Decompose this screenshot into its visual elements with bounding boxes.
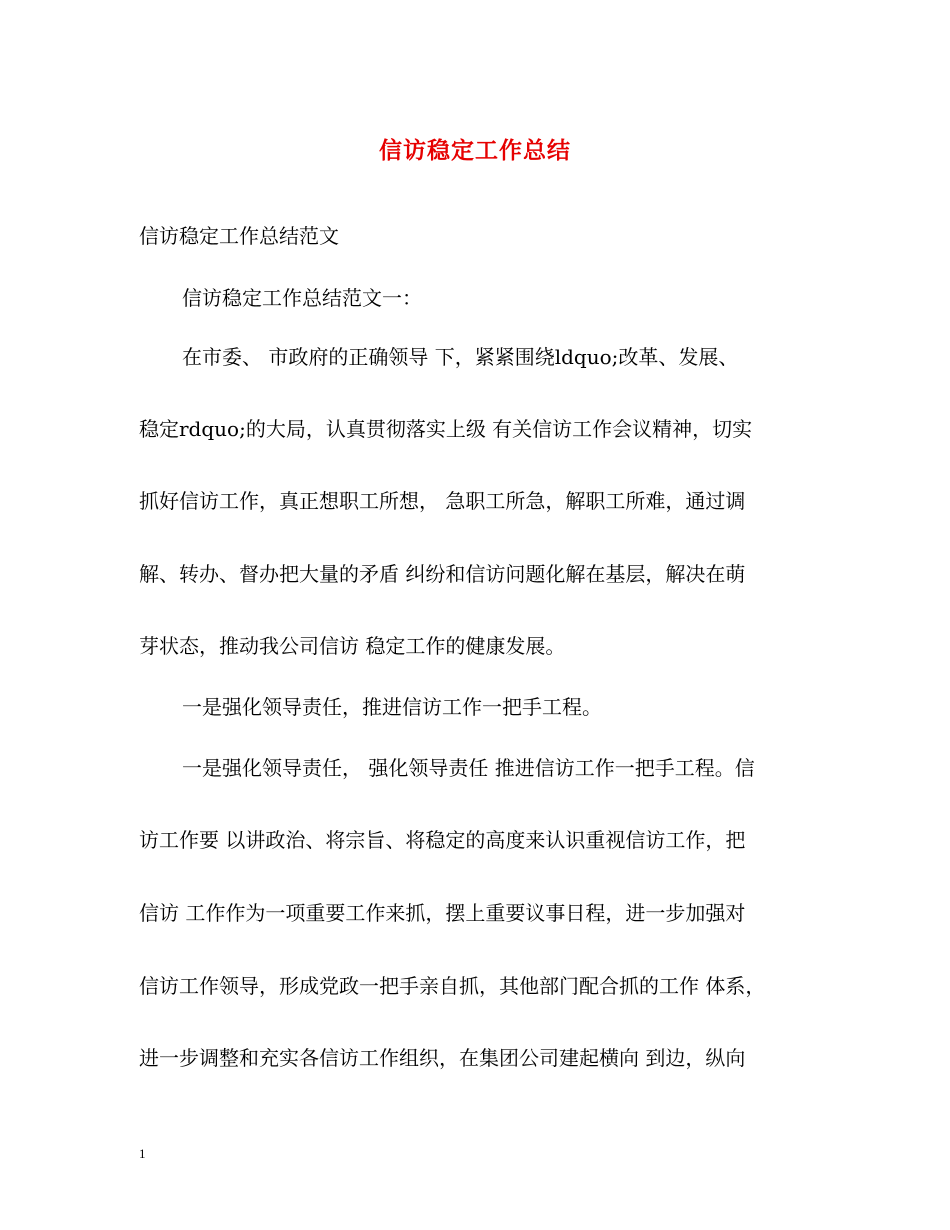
page-number: 1 [139,1146,146,1161]
paragraph-line: 芽状态，推动我公司信访 稳定工作的健康发展。 [139,634,566,658]
document-title: 信访稳定工作总结 [379,137,571,164]
paragraph-line: 在市委、 市政府的正确领导 下，紧紧围绕ldquo;改革、发展、 [182,345,739,369]
paragraph-line: 一是强化领导责任， 强化领导责任 推进信访工作一把手工程。信 [182,756,755,780]
paragraph-line: 信访 工作作为一项重要工作来抓，摆上重要议事日程，进一步加强对 [139,901,746,925]
paragraph-line: 抓好信访工作，真正想职工所想， 急职工所急，解职工所难，通过调 [139,489,746,513]
paragraph-line: 解、转办、督办把大量的矛盾 纠纷和信访问题化解在基层，解决在萌 [139,562,746,586]
subtitle-line: 信访稳定工作总结范文 [139,224,339,248]
point-heading-line: 一是强化领导责任，推进信访工作一把手工程。 [182,695,602,719]
paragraph-line: 进一步调整和充实各信访工作组织，在集团公司建起横向 到边，纵向 [139,1046,746,1070]
section-heading-line: 信访稳定工作总结范文一： [182,286,422,310]
paragraph-line: 信访工作领导，形成党政一把手亲自抓，其他部门配合抓的工作 体系， [139,974,766,998]
paragraph-line: 访工作要 以讲政治、将宗旨、将稳定的高度来认识重视信访工作，把 [139,828,746,852]
paragraph-line: 稳定rdquo;的大局，认真贯彻落实上级 有关信访工作会议精神，切实 [139,417,753,441]
